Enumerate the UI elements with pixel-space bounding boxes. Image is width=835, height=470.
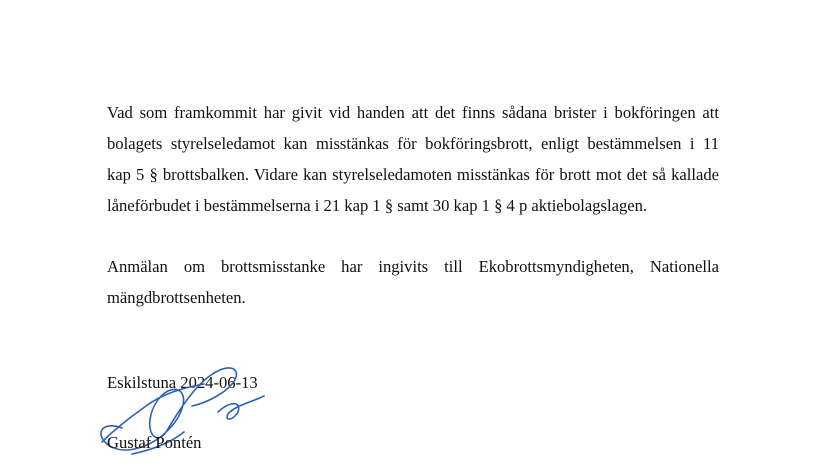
paragraph-line: mängdbrottsenheten. bbox=[107, 288, 246, 307]
paragraph-findings bbox=[107, 97, 719, 221]
paragraph-line: kap 5 § brottsbalken. Vidare kan styrelseledamoten misstänkas för brott mot det så kallade bbox=[107, 165, 719, 184]
paragraph-line: låneförbudet i bestämmelserna i 21 kap 1 § samt 30 kap 1 § 4 p aktiebolagslagen. bbox=[107, 196, 648, 215]
paragraph-line: Anmälan om brottsmisstanke har ingivits till Ekobrottsmyndigheten, Nationella bbox=[107, 257, 719, 276]
place-and-date: Eskilstuna 2024-06-13 bbox=[107, 373, 258, 392]
signer-name: Gustaf Pontén bbox=[107, 433, 202, 452]
paragraph-report bbox=[107, 251, 719, 313]
paragraph-line: Vad som framkommit har givit vid handen att det finns sådana brister i bokföringen att bbox=[107, 103, 719, 122]
paragraph-line: bolagets styrelseledamot kan misstänkas för bokföringsbrott, enligt bestämmelsen i 11 bbox=[107, 134, 719, 153]
